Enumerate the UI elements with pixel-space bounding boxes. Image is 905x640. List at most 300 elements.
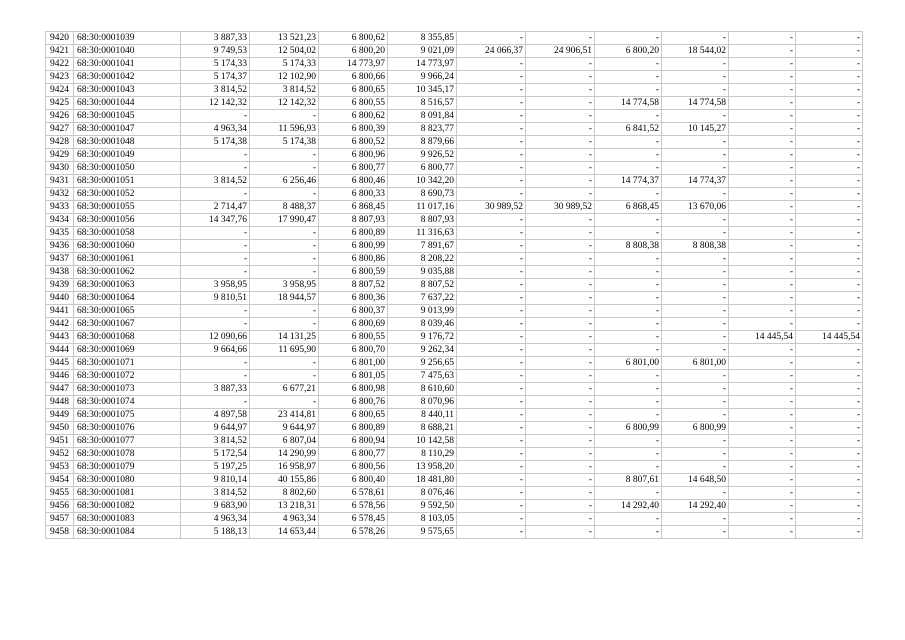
value-cell: 9 966,24	[388, 71, 457, 84]
row-number-cell: 9453	[46, 461, 74, 474]
value-cell: -	[526, 279, 595, 292]
value-cell: 6 578,26	[319, 526, 388, 539]
value-cell: -	[457, 266, 526, 279]
value-cell: 8 208,22	[388, 253, 457, 266]
value-cell: -	[595, 227, 662, 240]
value-cell: 5 174,33	[250, 58, 319, 71]
value-cell: -	[457, 175, 526, 188]
value-cell: 8 110,29	[388, 448, 457, 461]
value-cell: 6 800,20	[595, 45, 662, 58]
value-cell: 8 091,84	[388, 110, 457, 123]
value-cell: -	[729, 253, 796, 266]
value-cell: 14 445,54	[796, 331, 863, 344]
value-cell: -	[457, 409, 526, 422]
cadastral-number-cell: 68:30:0001052	[74, 188, 181, 201]
value-cell: -	[796, 123, 863, 136]
table-row	[46, 123, 863, 136]
value-cell: -	[526, 32, 595, 45]
table-row	[46, 253, 863, 266]
cadastral-number-cell: 68:30:0001075	[74, 409, 181, 422]
value-cell: -	[662, 84, 729, 97]
value-cell: -	[250, 162, 319, 175]
value-cell: 3 887,33	[181, 32, 250, 45]
value-cell: 14 347,76	[181, 214, 250, 227]
value-cell: -	[729, 32, 796, 45]
value-cell: -	[662, 409, 729, 422]
value-cell: -	[662, 188, 729, 201]
value-cell: -	[662, 461, 729, 474]
table-row	[46, 305, 863, 318]
value-cell: 13 218,31	[250, 500, 319, 513]
value-cell: -	[526, 253, 595, 266]
value-cell: 9 749,53	[181, 45, 250, 58]
value-cell: 13 958,20	[388, 461, 457, 474]
value-cell: 9 644,97	[181, 422, 250, 435]
value-cell: 14 774,37	[662, 175, 729, 188]
cadastral-number-cell: 68:30:0001050	[74, 162, 181, 175]
value-cell: 6 868,45	[319, 201, 388, 214]
value-cell: 5 172,54	[181, 448, 250, 461]
value-cell: -	[457, 344, 526, 357]
value-cell: -	[250, 149, 319, 162]
value-cell: -	[796, 448, 863, 461]
value-cell: 12 090,66	[181, 331, 250, 344]
value-cell: 6 807,04	[250, 435, 319, 448]
value-cell: 9 013,99	[388, 305, 457, 318]
table-row	[46, 162, 863, 175]
value-cell: -	[729, 227, 796, 240]
table-row	[46, 32, 863, 45]
value-cell: -	[181, 149, 250, 162]
value-cell: 6 677,21	[250, 383, 319, 396]
value-cell: -	[796, 526, 863, 539]
value-cell: 8 808,38	[595, 240, 662, 253]
value-cell: 6 801,05	[319, 370, 388, 383]
value-cell: 4 897,58	[181, 409, 250, 422]
value-cell: 6 800,40	[319, 474, 388, 487]
value-cell: 11 316,63	[388, 227, 457, 240]
row-number-cell: 9426	[46, 110, 74, 123]
value-cell: 14 648,50	[662, 474, 729, 487]
value-cell: 9 683,90	[181, 500, 250, 513]
value-cell: 8 690,73	[388, 188, 457, 201]
value-cell: 14 773,97	[388, 58, 457, 71]
value-cell: -	[662, 253, 729, 266]
value-cell: -	[662, 266, 729, 279]
value-cell: 8 440,11	[388, 409, 457, 422]
table-row	[46, 175, 863, 188]
table-row	[46, 526, 863, 539]
value-cell: 4 963,34	[181, 123, 250, 136]
value-cell: -	[796, 71, 863, 84]
value-cell: 8 355,85	[388, 32, 457, 45]
value-cell: -	[457, 227, 526, 240]
value-cell: 6 800,36	[319, 292, 388, 305]
value-cell: -	[662, 435, 729, 448]
value-cell: 8 516,57	[388, 97, 457, 110]
row-number-cell: 9455	[46, 487, 74, 500]
value-cell: -	[526, 409, 595, 422]
value-cell: -	[796, 201, 863, 214]
value-cell: -	[729, 487, 796, 500]
cadastral-number-cell: 68:30:0001069	[74, 344, 181, 357]
row-number-cell: 9427	[46, 123, 74, 136]
value-cell: -	[457, 435, 526, 448]
value-cell: -	[729, 136, 796, 149]
value-cell: 6 800,99	[319, 240, 388, 253]
cadastral-number-cell: 68:30:0001078	[74, 448, 181, 461]
value-cell: -	[457, 162, 526, 175]
value-cell: -	[526, 175, 595, 188]
value-cell: 9 810,51	[181, 292, 250, 305]
value-cell: 6 801,00	[319, 357, 388, 370]
value-cell: 14 292,40	[595, 500, 662, 513]
value-cell: -	[729, 422, 796, 435]
value-cell: -	[526, 110, 595, 123]
value-cell: 8 807,93	[319, 214, 388, 227]
value-cell: -	[457, 383, 526, 396]
value-cell: -	[729, 162, 796, 175]
value-cell: 6 800,89	[319, 227, 388, 240]
row-number-cell: 9429	[46, 149, 74, 162]
row-number-cell: 9424	[46, 84, 74, 97]
row-number-cell: 9456	[46, 500, 74, 513]
value-cell: 9 810,14	[181, 474, 250, 487]
value-cell: -	[595, 110, 662, 123]
cadastral-number-cell: 68:30:0001080	[74, 474, 181, 487]
value-cell: -	[796, 435, 863, 448]
value-cell: -	[729, 318, 796, 331]
value-cell: -	[729, 240, 796, 253]
value-cell: 3 814,52	[181, 84, 250, 97]
value-cell: -	[526, 214, 595, 227]
value-cell: 17 990,47	[250, 214, 319, 227]
value-cell: 6 800,62	[319, 32, 388, 45]
table-row	[46, 266, 863, 279]
value-cell: -	[662, 162, 729, 175]
value-cell: -	[457, 448, 526, 461]
value-cell: -	[526, 526, 595, 539]
table-row	[46, 461, 863, 474]
value-cell: 2 714,47	[181, 201, 250, 214]
value-cell: -	[796, 110, 863, 123]
value-cell: 7 475,63	[388, 370, 457, 383]
table-row	[46, 448, 863, 461]
value-cell: -	[526, 331, 595, 344]
value-cell: -	[729, 123, 796, 136]
value-cell: -	[526, 71, 595, 84]
value-cell: -	[796, 318, 863, 331]
value-cell: -	[662, 318, 729, 331]
value-cell: -	[457, 500, 526, 513]
value-cell: -	[662, 149, 729, 162]
value-cell: 5 174,38	[181, 136, 250, 149]
value-cell: -	[662, 448, 729, 461]
cadastral-number-cell: 68:30:0001051	[74, 175, 181, 188]
value-cell: 6 800,65	[319, 409, 388, 422]
value-cell: -	[729, 500, 796, 513]
table-row	[46, 357, 863, 370]
cadastral-number-cell: 68:30:0001061	[74, 253, 181, 266]
table-row	[46, 383, 863, 396]
value-cell: -	[729, 266, 796, 279]
value-cell: 9 575,65	[388, 526, 457, 539]
value-cell: -	[595, 136, 662, 149]
value-cell: -	[250, 396, 319, 409]
value-cell: -	[662, 110, 729, 123]
value-cell: 18 544,02	[662, 45, 729, 58]
value-cell: -	[595, 71, 662, 84]
value-cell: 23 414,81	[250, 409, 319, 422]
row-number-cell: 9436	[46, 240, 74, 253]
value-cell: 7 891,67	[388, 240, 457, 253]
cadastral-number-cell: 68:30:0001082	[74, 500, 181, 513]
value-cell: 11 017,16	[388, 201, 457, 214]
value-cell: -	[457, 370, 526, 383]
value-cell: -	[526, 422, 595, 435]
value-cell: -	[526, 292, 595, 305]
table-row	[46, 474, 863, 487]
value-cell: 11 596,93	[250, 123, 319, 136]
value-cell: 6 800,94	[319, 435, 388, 448]
table-row	[46, 487, 863, 500]
value-cell: -	[250, 240, 319, 253]
value-cell: 6 800,37	[319, 305, 388, 318]
value-cell: 6 868,45	[595, 201, 662, 214]
table-row	[46, 84, 863, 97]
value-cell: -	[526, 435, 595, 448]
cadastral-number-cell: 68:30:0001081	[74, 487, 181, 500]
value-cell: -	[457, 32, 526, 45]
value-cell: -	[595, 448, 662, 461]
cadastral-number-cell: 68:30:0001039	[74, 32, 181, 45]
value-cell: -	[796, 383, 863, 396]
value-cell: -	[662, 227, 729, 240]
value-cell: -	[526, 188, 595, 201]
value-cell: -	[595, 188, 662, 201]
value-cell: -	[662, 305, 729, 318]
row-number-cell: 9439	[46, 279, 74, 292]
value-cell: -	[796, 188, 863, 201]
row-number-cell: 9458	[46, 526, 74, 539]
value-cell: 5 174,37	[181, 71, 250, 84]
value-cell: 6 800,69	[319, 318, 388, 331]
value-cell: 3 814,52	[181, 435, 250, 448]
cadastral-number-cell: 68:30:0001058	[74, 227, 181, 240]
value-cell: -	[796, 292, 863, 305]
value-cell: -	[595, 292, 662, 305]
table-row	[46, 97, 863, 110]
value-cell: 6 800,56	[319, 461, 388, 474]
value-cell: -	[662, 58, 729, 71]
cadastral-number-cell: 68:30:0001079	[74, 461, 181, 474]
value-cell: -	[526, 370, 595, 383]
cadastral-number-cell: 68:30:0001048	[74, 136, 181, 149]
value-cell: 9 021,09	[388, 45, 457, 58]
table-row	[46, 318, 863, 331]
value-cell: -	[662, 292, 729, 305]
row-number-cell: 9437	[46, 253, 74, 266]
value-cell: -	[595, 305, 662, 318]
value-cell: -	[662, 214, 729, 227]
value-cell: -	[729, 110, 796, 123]
table-row	[46, 344, 863, 357]
table-row	[46, 292, 863, 305]
value-cell: -	[595, 266, 662, 279]
row-number-cell: 9440	[46, 292, 74, 305]
value-cell: 6 800,99	[662, 422, 729, 435]
value-cell: -	[526, 162, 595, 175]
table-row	[46, 227, 863, 240]
value-cell: -	[729, 344, 796, 357]
value-cell: -	[526, 318, 595, 331]
value-cell: -	[662, 370, 729, 383]
value-cell: -	[662, 279, 729, 292]
value-cell: 6 800,55	[319, 331, 388, 344]
value-cell: -	[457, 279, 526, 292]
row-number-cell: 9445	[46, 357, 74, 370]
value-cell: 6 800,66	[319, 71, 388, 84]
value-cell: -	[796, 357, 863, 370]
value-cell: -	[595, 461, 662, 474]
value-cell: 14 292,40	[662, 500, 729, 513]
value-cell: 3 814,52	[181, 175, 250, 188]
value-cell: -	[796, 500, 863, 513]
value-cell: 5 188,13	[181, 526, 250, 539]
cadastral-number-cell: 68:30:0001083	[74, 513, 181, 526]
value-cell: 9 592,50	[388, 500, 457, 513]
value-cell: -	[181, 305, 250, 318]
value-cell: -	[250, 110, 319, 123]
table-row	[46, 370, 863, 383]
row-number-cell: 9422	[46, 58, 74, 71]
value-cell: -	[729, 279, 796, 292]
value-cell: -	[796, 136, 863, 149]
value-cell: -	[181, 240, 250, 253]
value-cell: -	[526, 58, 595, 71]
value-cell: 14 774,37	[595, 175, 662, 188]
value-cell: -	[796, 45, 863, 58]
table-row	[46, 136, 863, 149]
value-cell: 18 944,57	[250, 292, 319, 305]
row-number-cell: 9441	[46, 305, 74, 318]
value-cell: 6 578,56	[319, 500, 388, 513]
value-cell: -	[729, 214, 796, 227]
row-number-cell: 9421	[46, 45, 74, 58]
value-cell: -	[595, 513, 662, 526]
value-cell: -	[457, 188, 526, 201]
value-cell: -	[181, 266, 250, 279]
value-cell: -	[796, 253, 863, 266]
value-cell: -	[595, 435, 662, 448]
value-cell: -	[796, 409, 863, 422]
value-cell: 6 800,77	[319, 162, 388, 175]
value-cell: 9 664,66	[181, 344, 250, 357]
cadastral-number-cell: 68:30:0001041	[74, 58, 181, 71]
value-cell: 6 801,00	[595, 357, 662, 370]
table-row	[46, 331, 863, 344]
value-cell: -	[181, 110, 250, 123]
value-cell: -	[796, 240, 863, 253]
value-cell: -	[662, 136, 729, 149]
row-number-cell: 9435	[46, 227, 74, 240]
value-cell: -	[457, 84, 526, 97]
value-cell: -	[729, 513, 796, 526]
value-cell: -	[796, 97, 863, 110]
row-number-cell: 9448	[46, 396, 74, 409]
value-cell: -	[526, 123, 595, 136]
value-cell: 6 800,89	[319, 422, 388, 435]
value-cell: 6 801,00	[662, 357, 729, 370]
value-cell: 12 504,02	[250, 45, 319, 58]
value-cell: 6 800,65	[319, 84, 388, 97]
value-cell: -	[457, 331, 526, 344]
value-cell: -	[595, 487, 662, 500]
value-cell: 6 800,62	[319, 110, 388, 123]
value-cell: -	[796, 175, 863, 188]
value-cell: 24 906,51	[526, 45, 595, 58]
value-cell: -	[729, 84, 796, 97]
row-number-cell: 9432	[46, 188, 74, 201]
value-cell: 8 076,46	[388, 487, 457, 500]
value-cell: 8 879,66	[388, 136, 457, 149]
cadastral-number-cell: 68:30:0001043	[74, 84, 181, 97]
value-cell: 6 256,46	[250, 175, 319, 188]
value-cell: 12 142,32	[250, 97, 319, 110]
value-cell: -	[595, 396, 662, 409]
value-cell: -	[457, 513, 526, 526]
value-cell: -	[526, 266, 595, 279]
value-cell: -	[526, 344, 595, 357]
value-cell: 9 926,52	[388, 149, 457, 162]
value-cell: -	[526, 305, 595, 318]
cadastral-number-cell: 68:30:0001073	[74, 383, 181, 396]
value-cell: -	[796, 84, 863, 97]
value-cell: 8 688,21	[388, 422, 457, 435]
value-cell: -	[595, 162, 662, 175]
value-cell: 8 807,52	[388, 279, 457, 292]
value-cell: -	[181, 253, 250, 266]
value-cell: -	[526, 240, 595, 253]
value-cell: -	[729, 448, 796, 461]
value-cell: -	[729, 97, 796, 110]
value-cell: 18 481,80	[388, 474, 457, 487]
value-cell: -	[250, 266, 319, 279]
value-cell: 8 610,60	[388, 383, 457, 396]
row-number-cell: 9446	[46, 370, 74, 383]
value-cell: -	[662, 383, 729, 396]
value-cell: -	[595, 383, 662, 396]
value-cell: 9 256,65	[388, 357, 457, 370]
table-row	[46, 500, 863, 513]
value-cell: -	[729, 188, 796, 201]
table-row	[46, 279, 863, 292]
value-cell: -	[796, 396, 863, 409]
value-cell: 13 670,06	[662, 201, 729, 214]
value-cell: -	[729, 305, 796, 318]
value-cell: -	[457, 474, 526, 487]
value-cell: -	[457, 136, 526, 149]
value-cell: -	[729, 461, 796, 474]
row-number-cell: 9423	[46, 71, 74, 84]
value-cell: -	[181, 396, 250, 409]
row-number-cell: 9428	[46, 136, 74, 149]
value-cell: -	[796, 474, 863, 487]
cadastral-number-cell: 68:30:0001065	[74, 305, 181, 318]
value-cell: -	[796, 162, 863, 175]
value-cell: 6 800,77	[388, 162, 457, 175]
value-cell: 8 070,96	[388, 396, 457, 409]
